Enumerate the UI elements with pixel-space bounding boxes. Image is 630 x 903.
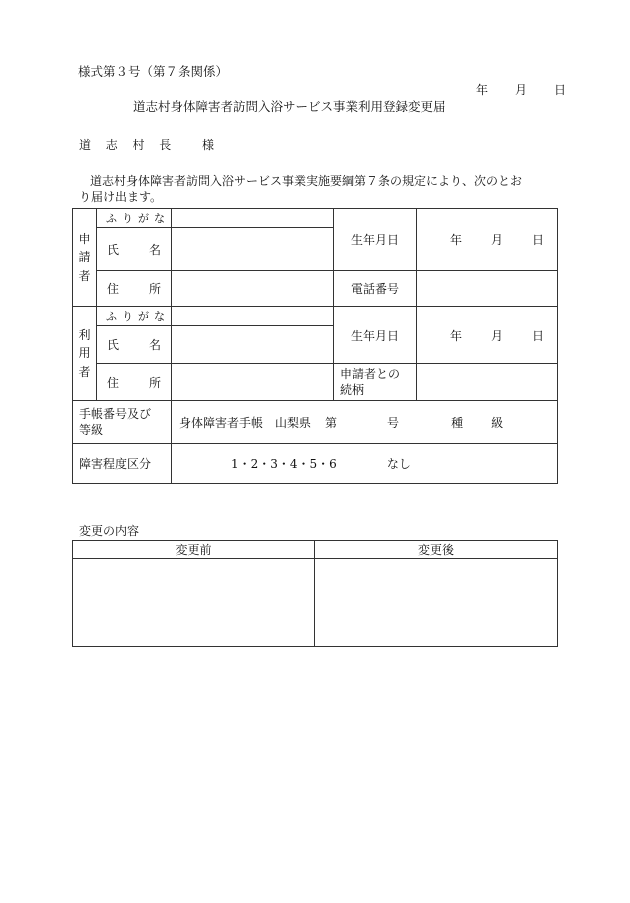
- day-unit: 日: [531, 233, 544, 247]
- label-char: 氏: [107, 242, 120, 257]
- month-unit: 月: [490, 233, 503, 247]
- handbook-label-line: 手帳番号及び: [79, 406, 152, 421]
- label-char: 氏: [107, 338, 120, 352]
- group-char: 用: [78, 346, 91, 361]
- applicant-birthdate-label: 生年月日: [334, 209, 417, 271]
- user-address-label: [97, 364, 172, 401]
- disability-levels: 1・2・3・4・5・6: [231, 457, 337, 471]
- label-char: 名: [148, 338, 161, 352]
- after-field[interactable]: [315, 559, 558, 647]
- handbook-number-prefix: 第: [325, 415, 338, 430]
- user-birthdate-field[interactable]: [417, 307, 558, 364]
- furigana-char: ふ: [106, 310, 117, 323]
- user-name-field[interactable]: [172, 326, 334, 364]
- label-char: 所: [148, 375, 161, 390]
- group-char: 者: [78, 268, 91, 283]
- label-char: 住: [107, 282, 120, 296]
- applicant-phone-field[interactable]: [417, 271, 558, 307]
- group-char: 請: [78, 250, 91, 265]
- furigana-char: が: [138, 212, 149, 225]
- group-char: 申: [78, 231, 91, 246]
- furigana-char: ふ: [106, 212, 117, 225]
- handbook-type: 身体障害者手帳: [179, 415, 264, 430]
- changes-table: [72, 540, 558, 647]
- user-name-label: [97, 326, 172, 364]
- applicant-phone-label: 電話番号: [334, 271, 417, 307]
- relation-label-line: 申請者との: [340, 366, 401, 381]
- applicant-group-label: [73, 209, 97, 307]
- body-text-line1: 道志村身体障害者訪問入浴サービス事業実施要綱第７条の規定により、次のとお: [90, 174, 523, 188]
- user-furigana-label: [97, 307, 172, 326]
- user-address-field[interactable]: [172, 364, 334, 401]
- changes-heading: 変更の内容: [79, 524, 140, 538]
- year-unit: 年: [450, 328, 463, 343]
- handbook-label-line: 等級: [79, 423, 104, 437]
- form-number: 様式第３号（第７条関係）: [78, 64, 229, 79]
- date-day-label: 日: [554, 83, 567, 97]
- handbook-prefecture: 山梨県: [275, 415, 312, 430]
- disability-none: なし: [386, 457, 411, 471]
- disability-field[interactable]: [172, 444, 558, 484]
- month-unit: 月: [490, 328, 503, 343]
- applicant-address-field[interactable]: [172, 271, 334, 307]
- group-char: 利: [78, 327, 91, 342]
- day-unit: 日: [531, 328, 544, 343]
- before-label: 変更前: [73, 541, 315, 559]
- user-relation-label: [334, 364, 417, 401]
- label-char: 所: [148, 282, 161, 296]
- addressee-char: 志: [105, 138, 118, 152]
- user-furigana-field[interactable]: [172, 307, 334, 326]
- applicant-birthdate-field[interactable]: [417, 209, 558, 271]
- date-year-label: 年: [476, 83, 489, 97]
- furigana-char: な: [154, 310, 165, 323]
- registration-table: [72, 208, 558, 484]
- handbook-class-type: 種: [451, 415, 464, 430]
- applicant-furigana-field[interactable]: [172, 209, 334, 228]
- group-char: 者: [78, 364, 91, 379]
- user-relation-field[interactable]: [417, 364, 558, 401]
- after-label: 変更後: [315, 541, 558, 559]
- user-birthdate-label: 生年月日: [334, 307, 417, 364]
- addressee-char: 道: [79, 138, 92, 152]
- date-month-label: 月: [515, 83, 528, 97]
- handbook-grade: 級: [491, 415, 504, 430]
- addressee-char: 村: [132, 138, 145, 152]
- body-text-line2: り届け出ます。: [79, 190, 163, 204]
- applicant-furigana-label: [97, 209, 172, 228]
- furigana-char: り: [122, 212, 133, 225]
- furigana-char: り: [122, 310, 133, 323]
- handbook-number-suffix: 号: [387, 415, 400, 430]
- applicant-name-label: [97, 228, 172, 271]
- year-unit: 年: [450, 233, 463, 247]
- label-char: 住: [107, 375, 120, 390]
- furigana-char: な: [154, 212, 165, 225]
- label-char: 名: [148, 242, 161, 257]
- furigana-char: が: [138, 310, 149, 323]
- before-field[interactable]: [73, 559, 315, 647]
- handbook-field[interactable]: [172, 401, 558, 444]
- addressee-char: 長: [159, 138, 172, 152]
- user-group-label: [73, 307, 97, 401]
- addressee-char: 様: [201, 138, 214, 152]
- applicant-address-label: [97, 271, 172, 307]
- addressee: [79, 139, 214, 151]
- applicant-name-field[interactable]: [172, 228, 334, 271]
- disability-label: 障害程度区分: [73, 444, 172, 484]
- document-title: 道志村身体障害者訪問入浴サービス事業利用登録変更届: [133, 99, 446, 114]
- handbook-label: [73, 401, 172, 444]
- relation-label-line: 続柄: [340, 383, 365, 397]
